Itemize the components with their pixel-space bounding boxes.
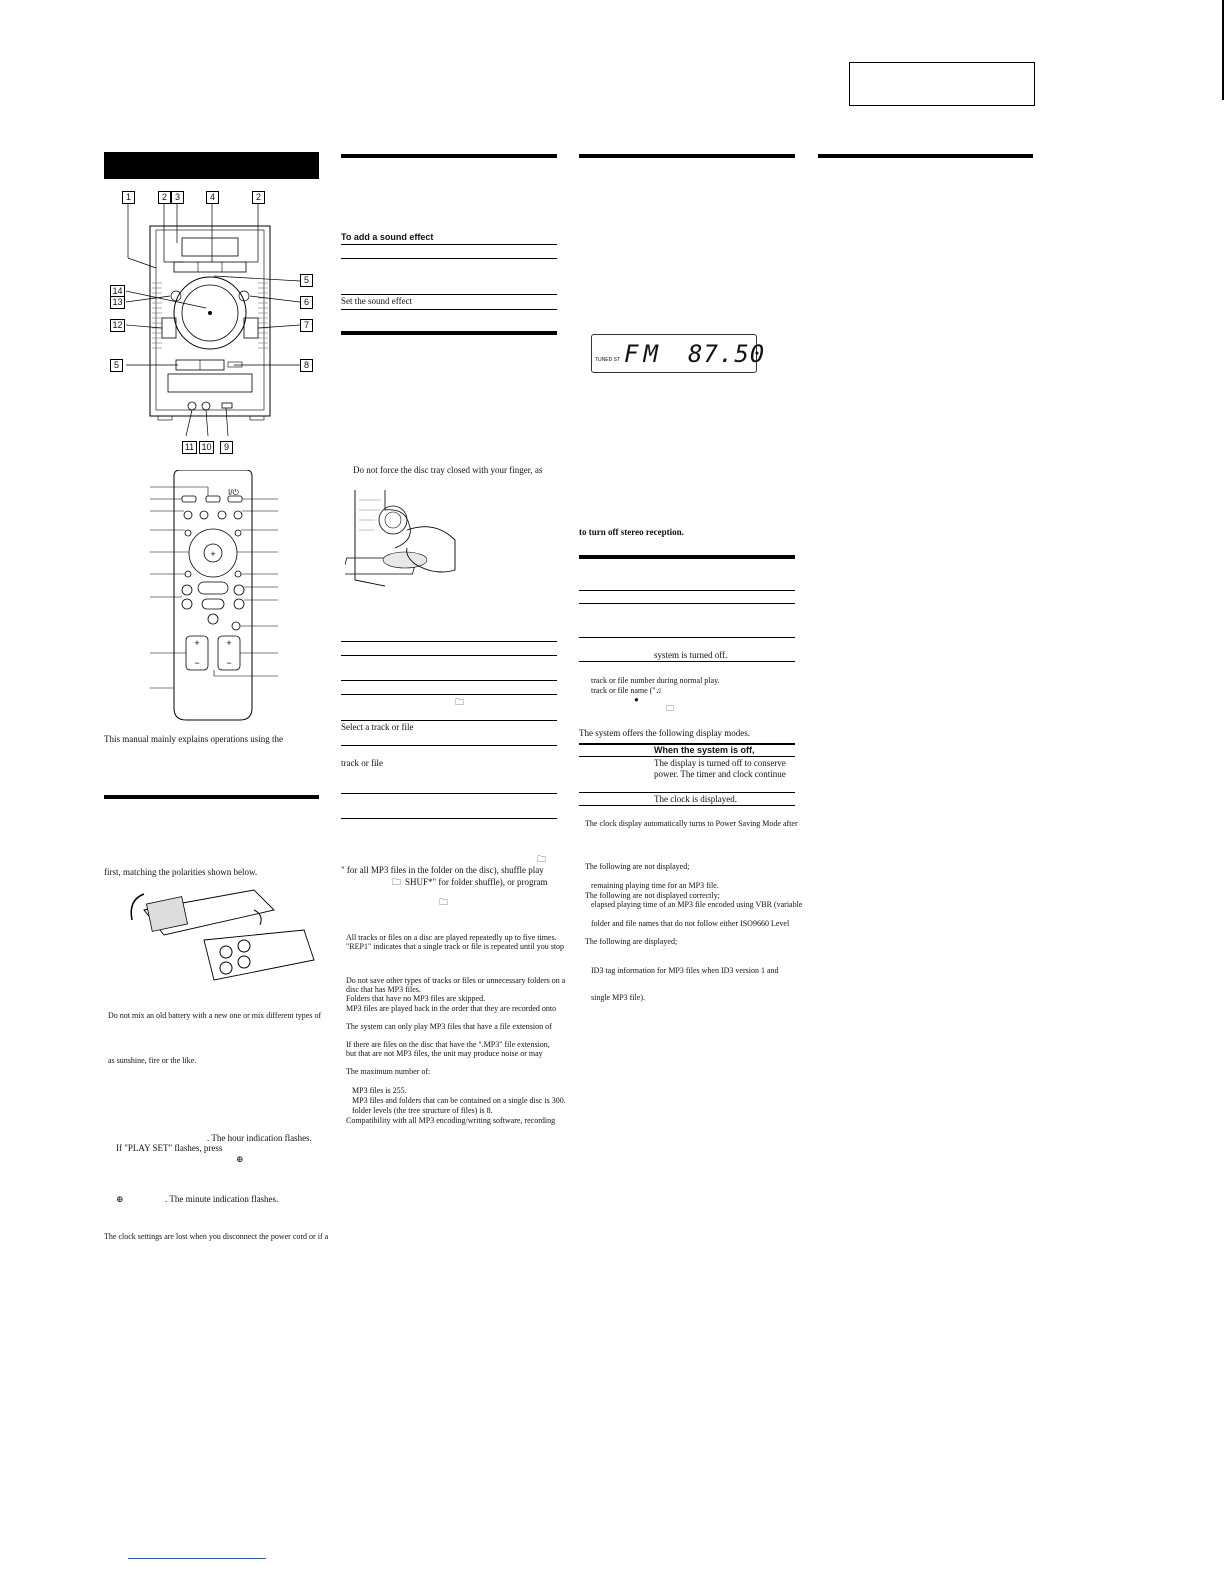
footer-link-rule [128, 1558, 266, 1559]
note-line: Do not save other types of tracks or files or unnecessary folders on a [346, 976, 566, 985]
callout-12: 12 [110, 319, 125, 332]
svg-text:+: + [210, 549, 216, 559]
callout-7: 7 [300, 319, 313, 332]
callout-3: 3 [171, 191, 184, 204]
table-rule [579, 661, 795, 662]
section-rule-sound [341, 154, 557, 158]
display-cell-2: The clock is displayed. [654, 794, 737, 804]
table-row-track: track or file [341, 758, 383, 768]
callout-10: 10 [199, 441, 214, 454]
table-rule [579, 792, 795, 793]
folder-icon: 🗀 [439, 897, 449, 907]
table-rule [341, 694, 557, 695]
note-line: folder and file names that do not follow either ISO9660 Level [591, 919, 790, 928]
section-rule-display [579, 555, 795, 559]
table-rule [341, 680, 557, 681]
note-line: If there are files on the disc that have the ".MP3" file extension, [346, 1040, 550, 1049]
remote-diagram [104, 470, 319, 725]
note-line: The maximum number of: [346, 1067, 431, 1076]
callout-11: 11 [182, 441, 197, 454]
disc-warning: Do not force the disc tray closed with your finger, as [353, 465, 543, 475]
off-text: system is turned off. [654, 650, 728, 660]
unit-diagram [104, 188, 319, 458]
battery-text: first, matching the polarities shown below. [104, 867, 258, 877]
svg-text:−: − [194, 658, 200, 668]
note-line: The system can only play MP3 files that have a file extension of [346, 1022, 552, 1031]
table-rule [341, 818, 557, 819]
note-line: Compatibility with all MP3 encoding/writing software, recording [346, 1116, 556, 1125]
disc-tray-illustration [345, 490, 460, 590]
note-line: folder levels (the tree structure of files) is 8. [352, 1106, 493, 1115]
folder-icon: 🗀 [392, 877, 402, 887]
play-mode-line-1: " for all MP3 files in the folder on the disc), shuffle play [341, 865, 544, 875]
clock-symbol-1: ⊕ [236, 1154, 244, 1164]
clock-line-2: If "PLAY SET" flashes, press [116, 1143, 223, 1153]
note-line: MP3 files and folders that can be contained on a single disc is 300. [352, 1096, 566, 1105]
callout-8: 8 [300, 359, 313, 372]
folder-icon: 🗀 [455, 697, 465, 707]
callout-9: 9 [220, 441, 233, 454]
note-line: MP3 files are played back in the order that they are recorded onto [346, 1004, 557, 1013]
table-rule [579, 590, 795, 591]
table-rule [341, 309, 557, 310]
note-line: The following are not displayed; [585, 862, 690, 871]
table-rule [341, 641, 557, 642]
play-mode-line-2: SHUF*" for folder shuffle), or program [405, 877, 548, 887]
table-rule [341, 294, 557, 295]
svg-text:+: + [194, 638, 200, 648]
note-line: MP3 files is 255. [352, 1086, 407, 1095]
callout-2a: 2 [158, 191, 171, 204]
sound-effect-row: Set the sound effect [341, 296, 413, 306]
manual-note: This manual mainly explains operations using the [104, 734, 283, 744]
display-cell-1a: The display is turned off to conserve [654, 758, 786, 768]
clock-line-3: . The minute indication flashes. [165, 1194, 279, 1204]
tuner-display [591, 334, 766, 373]
display-table-header: When the system is off, [654, 745, 755, 755]
table-row-select: Select a track or file [341, 722, 414, 732]
clock-symbol-2: ⊕ [116, 1194, 124, 1204]
note-line: The following are not displayed correctly; [585, 891, 720, 900]
section-rule-tuner [579, 154, 795, 158]
table-rule [579, 603, 795, 604]
svg-text:+: + [226, 638, 232, 648]
note-line: remaining playing time for an MP3 file. [591, 881, 719, 890]
display-cell-1b: power. The timer and clock continue [654, 769, 786, 779]
table-rule [341, 244, 557, 245]
table-rule [341, 745, 557, 746]
table-rule [579, 637, 795, 638]
battery-note-1: Do not mix an old battery with a new one or mix different types of [108, 1011, 322, 1020]
callout-2b: 2 [252, 191, 265, 204]
note-line: single MP3 file). [591, 993, 645, 1002]
svg-text:−: − [226, 658, 232, 668]
section-title-bar [104, 152, 319, 179]
battery-note-2: as sunshine, fire or the like. [108, 1056, 197, 1065]
note-line: ID3 tag information for MP3 files when ID3 version 1 and [591, 966, 779, 975]
folder-icon: 🗀 [537, 854, 547, 864]
callout-5a: 5 [300, 274, 313, 287]
note-line: The clock display automatically turns to Power Saving Mode after [585, 819, 798, 828]
lcd-frequency: 87.50 [688, 340, 766, 368]
lcd-band: FM [624, 340, 663, 368]
stereo-text: to turn off stereo reception. [579, 527, 684, 537]
table-rule [579, 805, 795, 806]
callout-6: 6 [300, 296, 313, 309]
battery-illustration [104, 880, 319, 990]
section-rule-col4 [818, 154, 1033, 158]
clock-note: The clock settings are lost when you disconnect the power cord or if a [104, 1232, 329, 1241]
display-modes-text: The system offers the following display modes. [579, 728, 751, 738]
section-rule-batteries [104, 795, 319, 799]
table-rule [579, 756, 795, 757]
section-rule-disc [341, 331, 557, 335]
callout-13: 13 [110, 296, 125, 309]
callout-14: 14 [110, 285, 125, 298]
note-line: but that are not MP3 files, the unit may produce noise or may [346, 1049, 543, 1058]
table-rule [341, 655, 557, 656]
callout-5b: 5 [110, 359, 123, 372]
callout-1: 1 [122, 191, 135, 204]
note-line: All tracks or files on a disc are played repeatedly up to five times. [346, 933, 557, 942]
header-box [849, 62, 1035, 106]
table-rule [341, 793, 557, 794]
callout-4: 4 [206, 191, 219, 204]
note-line: The following are displayed; [585, 937, 678, 946]
person-icon: ● [634, 695, 639, 704]
clock-line-1: . The hour indication flashes. [207, 1133, 312, 1143]
display-line-1: track or file number during normal play. [591, 676, 720, 685]
table-rule [341, 720, 557, 721]
folder-icon: 🗀 [666, 704, 674, 713]
sound-effect-heading: To add a sound effect [341, 232, 434, 242]
note-line: elapsed playing time of an MP3 file encoded using VBR (variable [591, 900, 803, 909]
remote-power-label: I/⏻ [228, 488, 239, 497]
note-line: Folders that have no MP3 files are skipped. [346, 994, 486, 1003]
table-rule [341, 258, 557, 259]
note-line: "REP1" indicates that a single track or file is repeated until you stop [346, 942, 565, 951]
note-line: disc that has MP3 files. [346, 985, 421, 994]
lcd-indicator: TUNED ST [595, 357, 620, 363]
display-line-2: track or file name ("♫ [591, 686, 662, 695]
